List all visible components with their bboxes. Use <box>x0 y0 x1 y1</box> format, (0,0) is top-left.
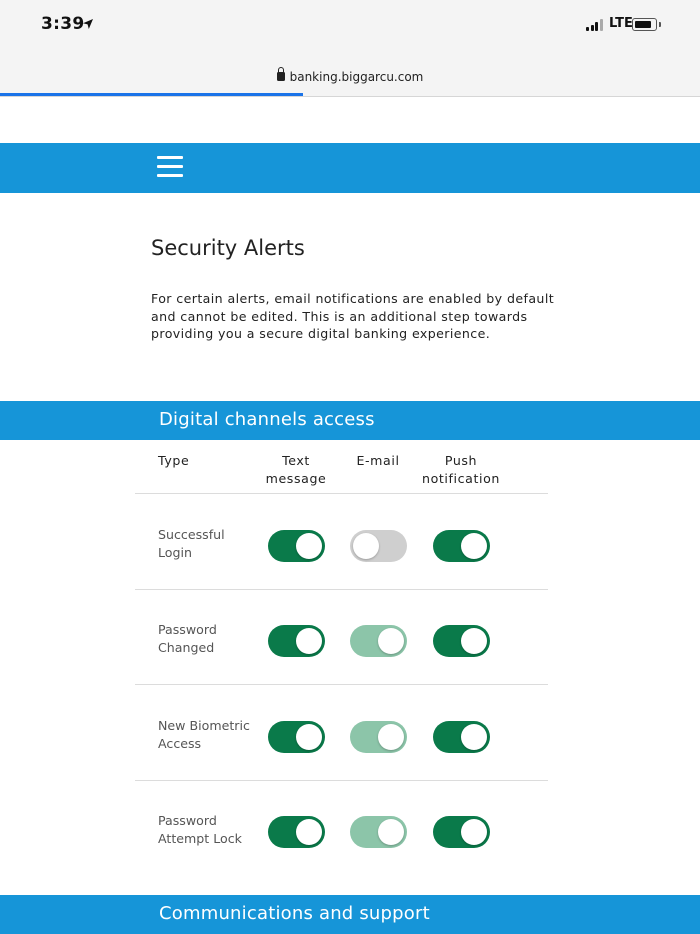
status-time: 3:39 <box>41 14 85 34</box>
label-line: Changed <box>158 639 215 655</box>
toggle-new-biometric-access-text[interactable] <box>268 721 325 753</box>
page-load-progress <box>0 93 303 96</box>
address-bar[interactable] <box>0 70 700 84</box>
url-text: banking.biggarcu.com <box>289 70 424 84</box>
toggle-password-attempt-lock-text[interactable] <box>268 816 325 848</box>
label-line: New Biometric <box>158 718 250 733</box>
label-line: Access <box>158 735 202 751</box>
label-line: Successful <box>158 527 225 542</box>
column-header-type: Type <box>158 453 190 468</box>
toggle-password-changed-email <box>350 625 407 657</box>
toggle-successful-login-push[interactable] <box>433 530 490 562</box>
label-line: Password <box>158 622 217 637</box>
intro-line: providing you a secure digital banking experience. <box>151 326 491 341</box>
hamburger-menu-icon[interactable] <box>157 156 183 178</box>
toggle-password-changed-text[interactable] <box>268 625 325 657</box>
row-divider <box>135 589 548 590</box>
row-divider <box>135 780 548 781</box>
toggle-new-biometric-access-push[interactable] <box>433 721 490 753</box>
row-label-password-changed <box>158 621 258 656</box>
intro-line: and cannot be edited. This is an additional step towards <box>151 308 528 324</box>
section-title: Communications and support <box>159 903 430 924</box>
page-title: Security Alerts <box>151 236 305 260</box>
toggle-new-biometric-access-email <box>350 721 407 753</box>
header-line: Text <box>282 453 310 468</box>
header-line: message <box>265 470 327 486</box>
network-type: LTE <box>609 16 633 31</box>
location-arrow-icon <box>82 18 94 30</box>
label-line: Attempt Lock <box>158 830 242 846</box>
toggle-successful-login-text[interactable] <box>268 530 325 562</box>
section-title: Digital channels access <box>159 409 375 430</box>
header-line: Push <box>444 453 478 468</box>
column-header-text-message <box>256 452 336 487</box>
column-header-push-notification <box>416 452 506 487</box>
intro-line: For certain alerts, email notifications are enabled by default <box>151 291 555 306</box>
toggle-password-changed-push[interactable] <box>433 625 490 657</box>
row-label-new-biometric-access <box>158 717 258 752</box>
row-label-successful-login <box>158 526 258 561</box>
label-line: Password <box>158 813 217 828</box>
lock-icon <box>277 72 285 81</box>
section-header-communications-support <box>0 895 700 934</box>
status-bar <box>0 0 700 97</box>
intro-text <box>151 290 571 343</box>
label-line: Login <box>158 544 192 560</box>
row-divider <box>135 493 548 494</box>
header-line: notification <box>421 470 501 486</box>
toggle-successful-login-email[interactable] <box>350 530 407 562</box>
column-header-email: E-mail <box>356 453 400 468</box>
cellular-signal-icon <box>586 19 606 31</box>
section-header-digital-channels <box>0 401 700 440</box>
battery-icon <box>632 18 657 31</box>
site-header <box>0 143 700 193</box>
row-label-password-attempt-lock <box>158 812 258 847</box>
toggle-password-attempt-lock-push[interactable] <box>433 816 490 848</box>
row-divider <box>135 684 548 685</box>
toggle-password-attempt-lock-email <box>350 816 407 848</box>
